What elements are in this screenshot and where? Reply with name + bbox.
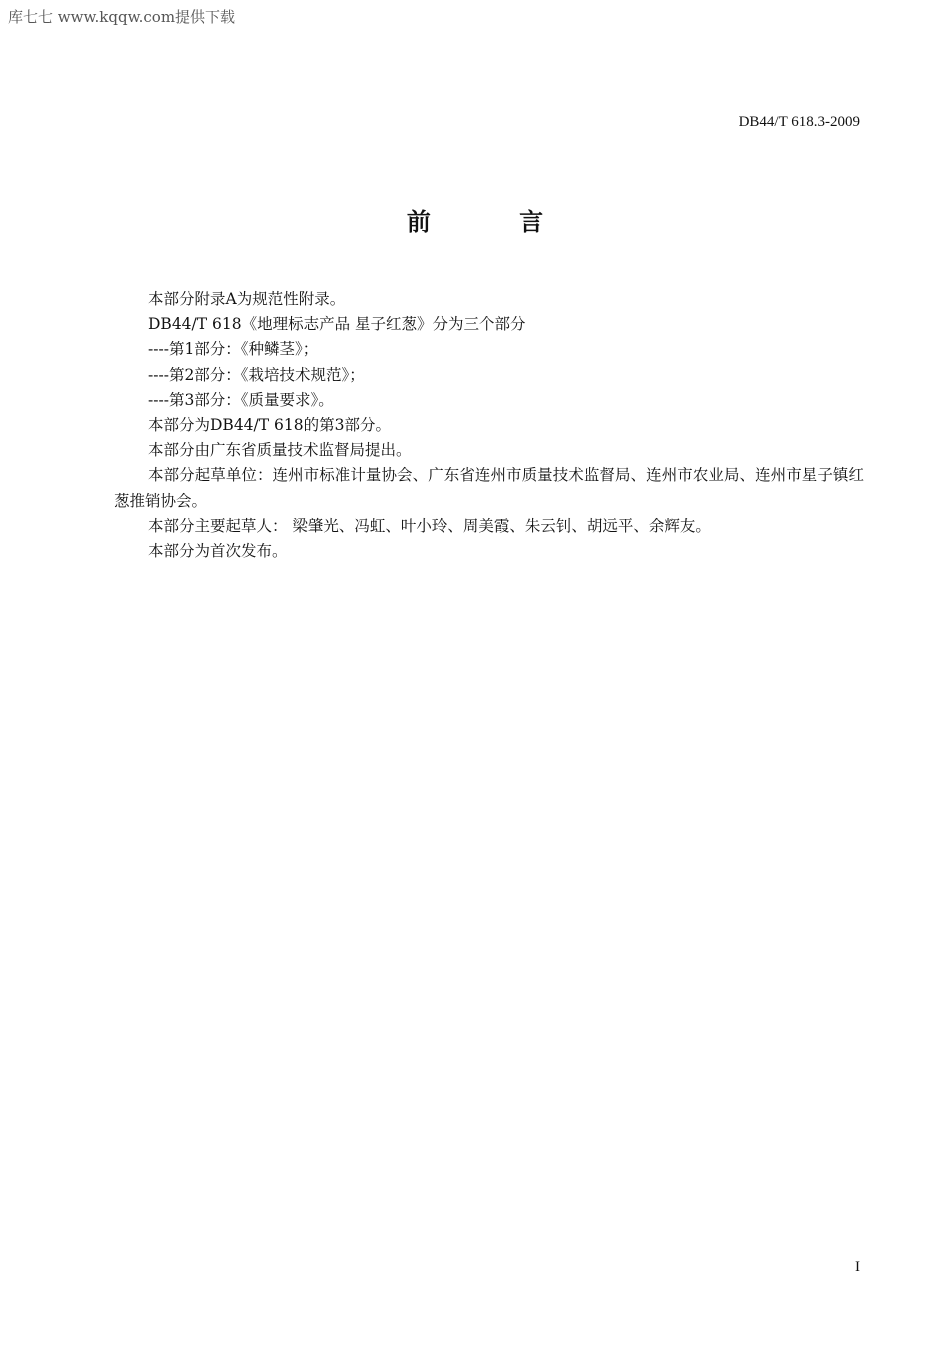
paragraph: 本部分由广东省质量技术监督局提出。 bbox=[148, 441, 412, 460]
list-item: ----第3部分：《质量要求》。 bbox=[148, 390, 334, 409]
paragraph: 本部分为DB44/T 618的第3部分。 bbox=[148, 416, 391, 435]
paragraph: 本部分附录A为规范性附录。 bbox=[148, 290, 346, 308]
paragraph: 本部分为首次发布。 bbox=[148, 542, 288, 561]
list-item: ----第1部分：《种鳞茎》； bbox=[148, 340, 319, 359]
page-number: I bbox=[855, 1259, 860, 1275]
watermark-text: 库七七 www.kqqw.com提供下载 bbox=[8, 8, 236, 26]
page-title: 前 言 bbox=[406, 208, 584, 236]
standard-code: DB44/T 618.3-2009 bbox=[738, 114, 860, 130]
paragraph: DB44/T 618《地理标志产品 星子红葱》分为三个部分 bbox=[148, 315, 526, 334]
list-item: ----第2部分：《栽培技术规范》； bbox=[148, 365, 365, 384]
foreword-body bbox=[114, 287, 864, 564]
paragraph: 本部分起草单位：连州市标准计量协会、广东省连州市质量技术监督局、连州市农业局、连州市星子镇红葱推销协会。 bbox=[114, 466, 864, 510]
paragraph: 本部分主要起草人： 梁肇光、冯虹、叶小玲、周美霞、朱云钊、胡远平、余辉友。 bbox=[148, 516, 711, 535]
